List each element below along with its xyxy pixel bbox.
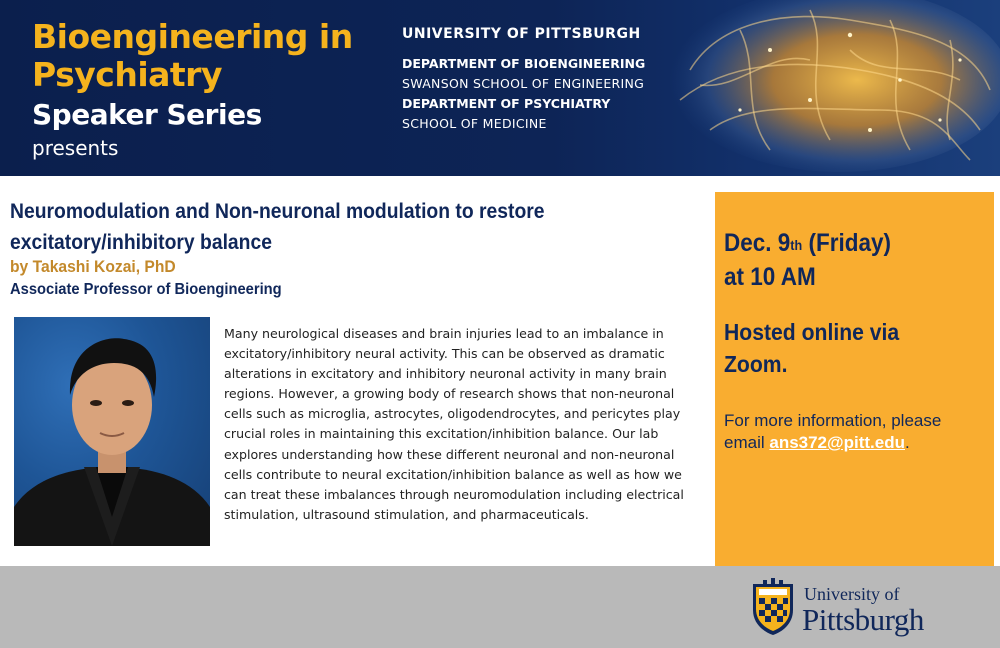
series-title-line2: Psychiatry [32,55,222,94]
talk-title-line2: excitatory/inhibitory balance [10,231,272,254]
speaker-position: Associate Professor of Bioengineering [10,281,282,298]
speaker-name: by Takashi Kozai, PhD [10,257,176,276]
date-weekday: (Friday) [802,229,891,257]
series-subtitle: Speaker Series [32,98,262,131]
date-ordinal: th [790,237,803,253]
footer-bar [0,566,1000,648]
brain-illustration-icon [650,0,1000,176]
university-departments [402,26,645,134]
talk-title-line1: Neuromodulation and Non-neuronal modulation to restore [10,200,545,223]
logo-text-line1: University of [804,584,900,604]
talk-abstract: Many neurological diseases and brain injuries lead to an imbalance in excitatory/inhibitory neural activity. This can be observed as dramatic alterations in excitatory and inhibitory neuronal activity in many brain regions. However, a growing body of research shows that non-neuronal cells such as microglia, astrocytes, oligodendrocytes, and pericytes play crucial roles in maintaining this excitation/inhibition balance. Our lab explores understanding how these different neuronal and non-neuronal cells contribute to neural excitation/inhibition balance as well as how we can treat these imbalances through neuromodulation including electrical stimulation, ultrasound stimulation, and pharmaceuticals. [224,326,684,522]
event-datetime [724,226,891,294]
school-medicine: SCHOOL OF MEDICINE [402,116,547,131]
school-engineering: SWANSON SCHOOL OF ENGINEERING [402,76,645,91]
event-date [724,226,891,260]
date-main: Dec. 9 [724,229,791,257]
pitt-shield-icon [750,578,796,636]
dept-psychiatry: DEPARTMENT OF PSYCHIATRY [402,96,611,111]
talk-title [10,196,608,258]
pitt-logo [750,576,950,640]
hosted-online-note: Hosted online via Zoom. [724,319,900,377]
logo-text-line2: Pittsburgh [802,602,924,637]
time-value: 10 AM [750,263,816,291]
university-name: UNIVERSITY OF PITTSBURGH [402,26,641,42]
series-title-line1: Bioengineering in [32,17,353,56]
contact-email-link[interactable]: ans372@pitt.edu [769,433,905,452]
event-info-panel [715,192,994,566]
more-info-text [724,410,984,454]
event-time [724,260,891,294]
series-title [32,18,353,94]
more-info-end: . [904,433,910,452]
dept-bioengineering: DEPARTMENT OF BIOENGINEERING [402,56,646,71]
time-prefix: at [724,263,751,291]
presents-label: presents [32,136,119,160]
header-banner [0,0,1000,176]
speaker-portrait-icon [14,317,210,546]
more-info-label: For more information, please email [724,411,942,452]
